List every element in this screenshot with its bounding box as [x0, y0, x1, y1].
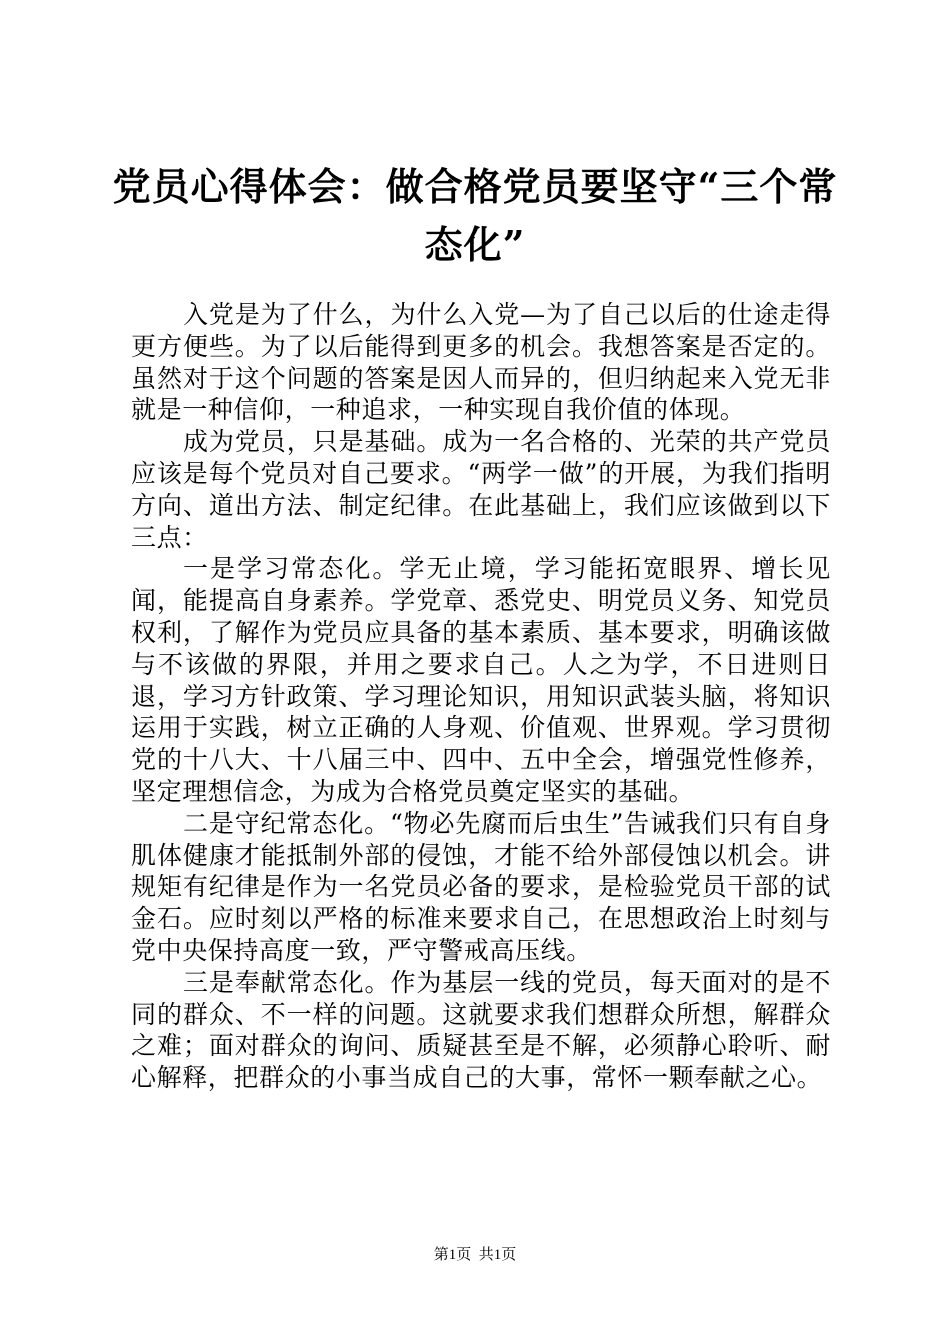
document-body [131, 299, 831, 1094]
paragraph-4: 二是守纪常态化。“物必先腐而后虫生”告诫我们只有自身肌体健康才能抵制外部的侵蚀，才能不给外部侵蚀以机会。讲规矩有纪律是作为一名党员必备的要求，是检验党员干部的试金石。应时刻以严格的标准来要求自己，在思想政治上时刻与党中央保持高度一致，严守警戒高压线。 [131, 808, 831, 965]
paragraph-5: 三是奉献常态化。作为基层一线的党员，每天面对的是不同的群众、不一样的问题。这就要求我们想群众所想，解群众之难；面对群众的询问、质疑甚至是不解，必须静心聆听、耐心解释，把群众的小事当成自己的大事，常怀一颗奉献之心。 [131, 967, 831, 1093]
paragraph-3: 一是学习常态化。学无止境，学习能拓宽眼界、增长见闻，能提高自身素养。学党章、悉党史、明党员义务、知党员权利，了解作为党员应具备的基本素质、基本要求，明确该做与不该做的界限，并用之要求自己。人之为学，不日进则日退，学习方针政策、学习理论知识，用知识武装头脑，将知识运用于实践，树立正确的人身观、价值观、世界观。学习贯彻党的十八大、十八届三中、四中、五中全会，增强党性修养，坚定理想信念，为成为合格党员奠定坚实的基础。 [131, 554, 831, 806]
document-title: 党员心得体会：做合格党员要坚守“三个常态化” [112, 164, 838, 267]
page-number: 第1页 共1页 [433, 1247, 517, 1263]
page-footer [0, 1245, 950, 1265]
paragraph-2: 成为党员，只是基础。成为一名合格的、光荣的共产党员应该是每个党员对自己要求。“两学一做”的开展，为我们指明方向、道出方法、制定纪律。在此基础上，我们应该做到以下三点： [131, 427, 831, 552]
paragraph-1: 入党是为了什么，为什么入党—为了自己以后的仕途走得更方便些。为了以后能得到更多的机会。我想答案是否定的。虽然对于这个问题的答案是因人而异的，但归纳起来入党无非就是一种信仰，一种追求，一种实现自我价值的体现。 [131, 300, 831, 425]
